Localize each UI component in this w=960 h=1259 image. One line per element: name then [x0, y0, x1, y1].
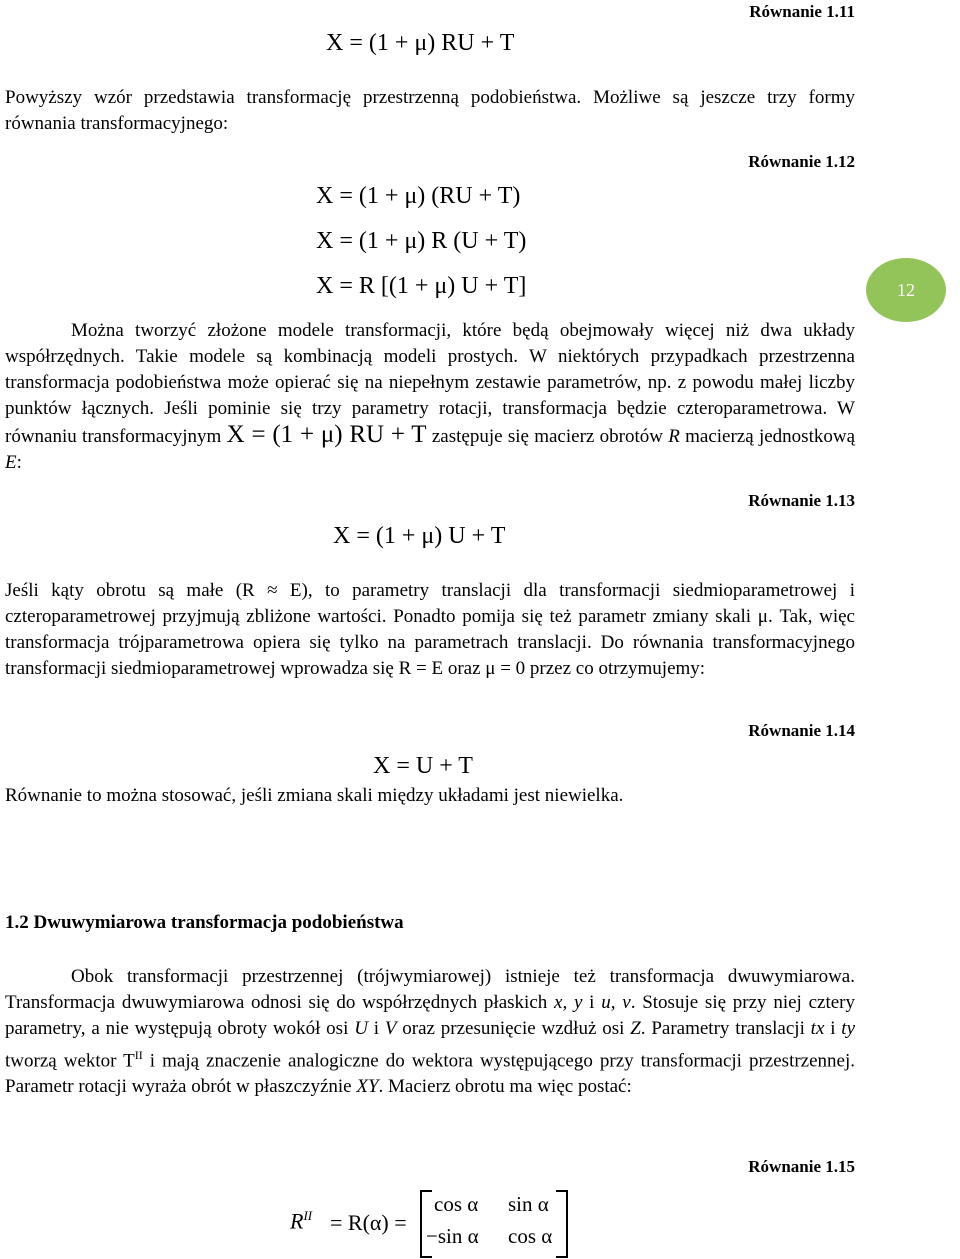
section-heading: 1.2 Dwuwymiarowa transformacja podobieństwa — [5, 912, 404, 933]
matrix-lhs — [290, 1208, 312, 1234]
equation-label-1-14: Równanie 1.14 — [748, 721, 855, 740]
matrix-cell-11: cos α — [434, 1192, 479, 1216]
paragraph-complex-models-text: Można tworzyć złożone modele transformacji, które będą obejmowały więcej niż dwa układy współrzędnych. Takie modele są kombinacją modeli prostych. W niektórych przypadkach przestrzenna transformacja podobieństwa może opierać się na niepełnym zestawie parametrów, np. z powodu małej liczby punktów łącznych. Jeśli pominie się trzy parametry rotacji, transformacja będzie czteroparametrowa. W równaniu transformacyjnym — [5, 320, 855, 447]
symbol-r: R — [668, 426, 680, 447]
equation-1-12-b: X = (1 + μ) R (U + T) — [316, 228, 527, 254]
text-segment: i — [582, 992, 602, 1013]
paragraph-usage-note: Równanie to można stosować, jeśli zmiana skali między układami jest niewielka. — [5, 785, 624, 806]
superscript-ii: II — [134, 1048, 143, 1062]
equation-1-12-a: X = (1 + μ) (RU + T) — [316, 183, 521, 209]
text-segment: . Macierz obrotu ma więc postać: — [378, 1076, 632, 1098]
text-segment: . Stosuje się przy niej cztery parametry, a nie występują obroty wokół osi — [5, 992, 855, 1039]
symbol-xy-plane: XY — [356, 1076, 379, 1098]
inline-formula: X = (1 + μ) RU + T — [226, 421, 427, 448]
text-segment: Obok transformacji przestrzennej (trójwymiarowej) istnieje też transformacja dwuwymiarowa. Transformacja dwuwymiarowa odnosi się do współrzędnych płaskich — [5, 966, 855, 1013]
symbol-xy: x, y — [554, 992, 583, 1013]
text-segment: i mają znaczenie analogiczne do wektora występującego przy transformacji przestrzennej. Parametr rotacji wyraża obrót w płaszczyźnie — [5, 1050, 856, 1098]
equation-1-12-c: X = R [(1 + μ) U + T] — [316, 273, 527, 299]
equation-label-1-11: Równanie 1.11 — [749, 2, 855, 21]
page-number-badge — [866, 258, 946, 322]
matrix-lhs-sup: II — [303, 1208, 313, 1223]
text-segment: macierzą jednostkową — [679, 426, 855, 447]
symbol-uv: u, v — [601, 992, 631, 1013]
equation-label-1-13: Równanie 1.13 — [748, 491, 855, 510]
symbol-v: V — [384, 1018, 397, 1039]
symbol-tx: tx — [810, 1018, 825, 1039]
matrix-cell-21: −sin α — [426, 1224, 479, 1248]
paragraph-intro: Powyższy wzór przedstawia transformację przestrzenną podobieństwa. Możliwe są jeszcze trzy formy równania transformacyjnego: — [5, 87, 855, 134]
text-segment: : — [16, 452, 22, 473]
symbol-z: Z — [630, 1018, 641, 1039]
symbol-ty: ty — [841, 1018, 856, 1039]
paragraph-complex-models — [5, 318, 855, 476]
equation-1-13: X = (1 + μ) U + T — [333, 523, 506, 549]
equation-1-11: X = (1 + μ) RU + T — [326, 30, 515, 56]
text-segment: i — [367, 1018, 385, 1039]
matrix-cell-22: cos α — [508, 1224, 553, 1248]
matrix-right-bracket — [556, 1190, 568, 1258]
equation-1-14: X = U + T — [373, 753, 473, 779]
equation-label-1-12: Równanie 1.12 — [748, 152, 855, 171]
text-segment: . Parametry translacji — [640, 1018, 811, 1039]
paragraph-small-angles: Jeśli kąty obrotu są małe (R ≈ E), to parametry translacji dla transformacji siedmioparametrowej i czteroparametrowej przyjmują zbliżone wartości. Ponadto pomija się też parametr zmiany skali μ. Tak, więc transformacja trójparametrowa opiera się tylko na parametrach translacji. Do równania transformacyjnego transformacji siedmioparametrowej wprowadza się R = E oraz μ = 0 przez co otrzymujemy: — [5, 580, 855, 679]
text-segment: zastępuje się macierz obrotów — [426, 426, 669, 447]
matrix-lhs-symbol: R — [290, 1208, 304, 1234]
matrix-cell-12: sin α — [508, 1192, 549, 1216]
matrix-equals: = R(α) = — [330, 1210, 407, 1235]
text-segment: oraz przesunięcie wzdłuż osi — [396, 1018, 631, 1039]
equation-label-1-15: Równanie 1.15 — [748, 1157, 855, 1176]
page-number: 12 — [897, 279, 915, 300]
rotation-matrix — [420, 1190, 568, 1254]
text-segment: tworzą wektor T — [5, 1050, 135, 1072]
symbol-e: E — [5, 452, 17, 473]
text-segment: i — [824, 1018, 842, 1039]
paragraph-2d-transformation — [5, 964, 855, 1100]
symbol-u: U — [354, 1018, 368, 1039]
